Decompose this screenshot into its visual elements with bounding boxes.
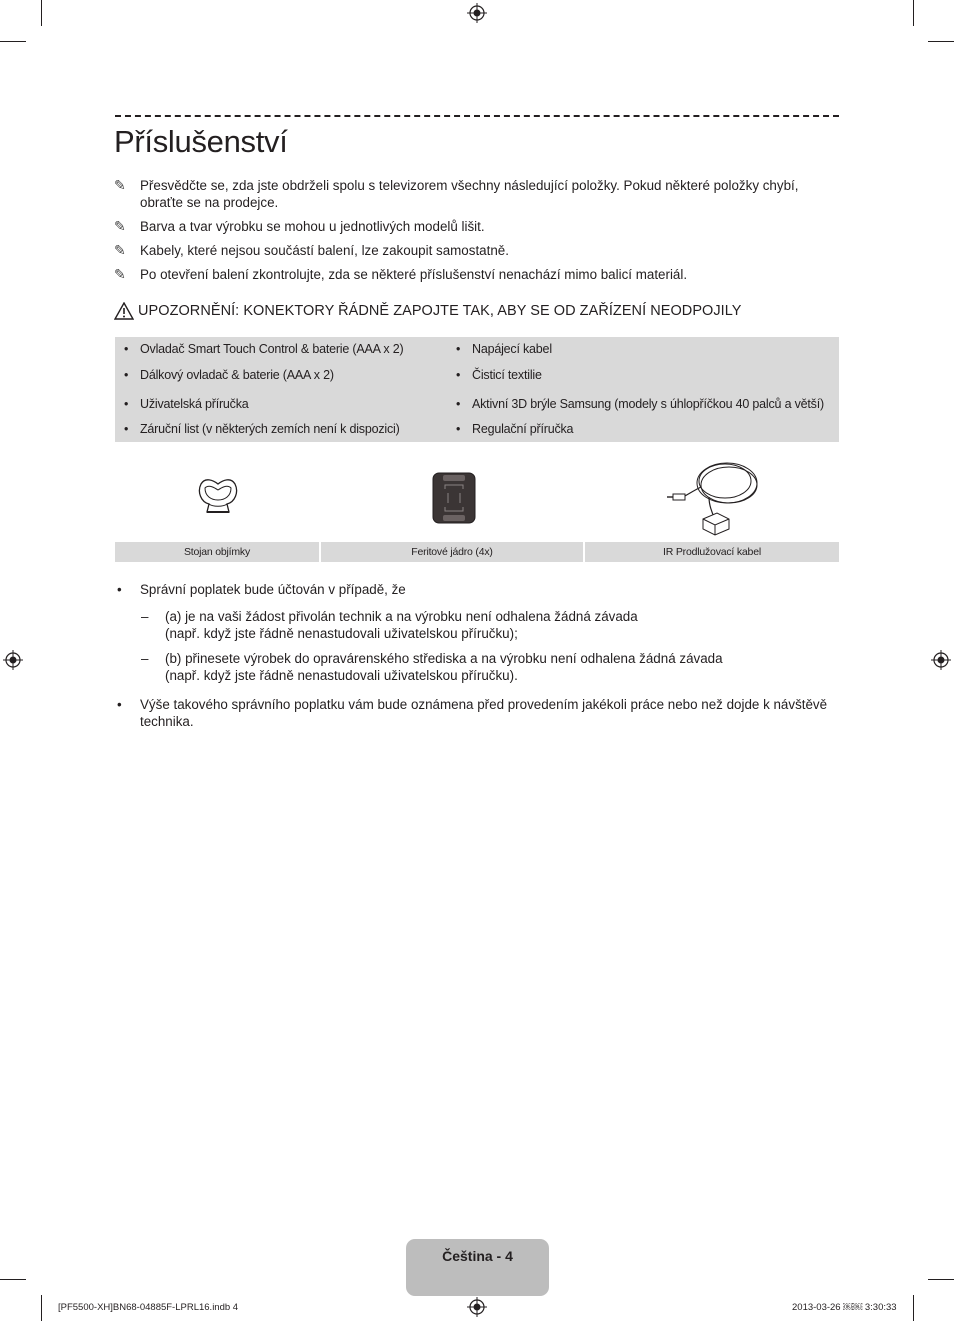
title-divider [115,115,839,117]
note-text: Po otevření balení zkontrolujte, zda se některé příslušenství nenachází mimo balicí materiál. [140,267,688,282]
list-item: • Aktivní 3D brýle Samsung (modely s úhlopříčkou 40 palců a větší) [456,397,824,411]
note-text: Kabely, které nejsou součástí balení, lze zakoupit samostatně. [140,243,509,258]
caption-ir-cable: IR Prodlužovací kabel [585,542,839,562]
caption-ferrite-core: Feritové jádro (4x) [321,542,583,562]
print-file-info: [PF5500-XH]BN68-04885F-LPRL16.indb 4 [58,1302,239,1313]
ferrite-core-image [431,471,477,530]
warning-triangle-icon [114,302,138,320]
caption-holder-ring: Stojan objímky [115,542,319,562]
notes-list [114,177,839,290]
crop-mark [913,1295,914,1321]
note-item [114,177,839,211]
accessory-captions [115,542,839,562]
list-item: • Záruční list (v některých zemích není k dispozici) [124,422,400,436]
crop-mark [0,1279,26,1280]
caution-notice [114,302,839,320]
print-timestamp: 2013-03-26 ￼￼ 3:30:33 [792,1302,897,1313]
registration-mark-icon [931,650,951,670]
ir-extension-cable-image [665,457,761,546]
page-number: Čeština - 4 [442,1248,513,1264]
registration-mark-icon [3,650,23,670]
list-item: • Uživatelská příručka [124,397,249,411]
accessories-list [115,337,839,442]
registration-mark-icon [467,3,487,23]
crop-mark [913,0,914,26]
sub-item-a: – (a) je na vaši žádost přivolán technik a na výrobku není odhalena žádná závada (např. když jste řádně nenastudovali uživatelskou příručku); [141,609,638,641]
note-item [114,242,839,259]
accessory-images [115,452,839,542]
pencil-note-icon: ✎ [114,242,126,258]
pencil-note-icon: ✎ [114,177,126,193]
list-item: • Výše takového správního poplatku vám bude oznámena před provedením jakékoli práce nebo než dojde k návštěvě technika. [117,697,828,729]
crop-mark [0,41,26,42]
page-number-tab [406,1239,549,1296]
registration-mark-icon [467,1297,487,1317]
list-item: • Regulační příručka [456,422,574,436]
crop-mark [928,41,954,42]
pencil-note-icon: ✎ [114,218,126,234]
crop-mark [41,0,42,26]
list-item: • Napájecí kabel [456,342,552,356]
holder-ring-image [193,474,243,525]
list-item: • Správní poplatek bude účtován v případě, že [117,582,406,597]
pencil-note-icon: ✎ [114,266,126,282]
service-fee-section [114,581,839,740]
sub-item-b: – (b) přinesete výrobek do opravárenského střediska a na výrobku není odhalena žádná závada (např. když jste řádně nenastudovali uživatelskou příručku). [141,651,723,683]
note-text: Přesvědčte se, zda jste obdrželi spolu s televizorem všechny následující položky. Pokud některé položky chybí, obraťte se na prodejce. [140,178,799,210]
list-item: • Dálkový ovladač & baterie (AAA x 2) [124,368,334,382]
list-item: • Ovladač Smart Touch Control & baterie (AAA x 2) [124,342,404,356]
list-item: • Čisticí textilie [456,368,542,382]
crop-mark [928,1279,954,1280]
note-item [114,218,839,235]
crop-mark [41,1295,42,1321]
page-title: Příslušenství [114,124,288,159]
note-text: Barva a tvar výrobku se mohou u jednotlivých modelů lišit. [140,219,485,234]
note-item [114,266,839,283]
caution-text: UPOZORNĚNÍ: KONEKTORY ŘÁDNĚ ZAPOJTE TAK, ABY SE OD ZAŘÍZENÍ NEODPOJILY [138,303,742,319]
